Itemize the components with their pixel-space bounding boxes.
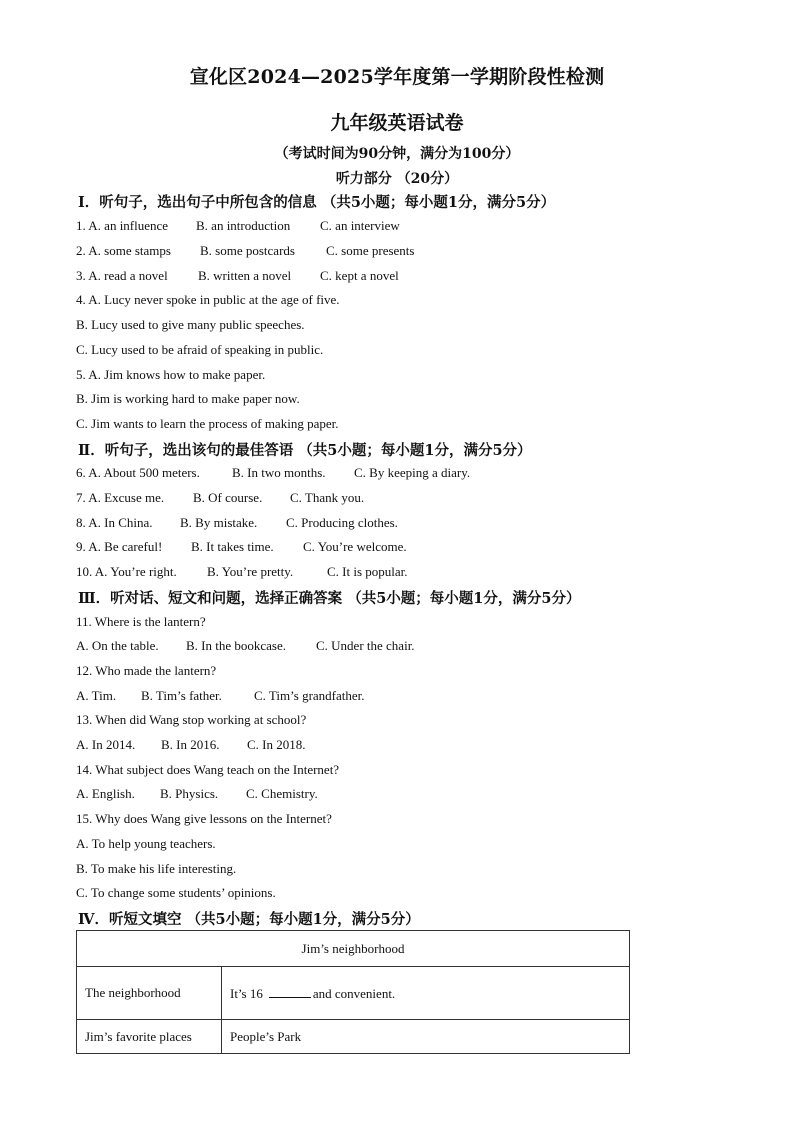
option-c: C. Chemistry. xyxy=(246,786,318,801)
question-5-option-c: C. Jim wants to learn the process of making paper. xyxy=(76,416,339,431)
question-15: 15. Why does Wang give lessons on the Internet? xyxy=(76,811,332,826)
option-c: C. In 2018. xyxy=(247,737,306,752)
row-label-favorite-places: Jim’s favorite places xyxy=(77,1020,222,1054)
option-c: C. It is popular. xyxy=(327,564,408,579)
question-8 xyxy=(76,515,398,531)
option-c: C. Producing clothes. xyxy=(286,515,398,530)
question-15-option-a: A. To help young teachers. xyxy=(76,836,216,851)
section-4-heading: Ⅳ．听短文填空 （共5小题；每小题1分，满分5分） xyxy=(78,911,420,928)
option-b: B. In 2016. xyxy=(161,737,220,752)
row-value-favorite-places: People’s Park xyxy=(222,1020,630,1054)
question-14-options xyxy=(76,786,318,802)
question-13: 13. When did Wang stop working at school? xyxy=(76,712,307,727)
option-c: C. Under the chair. xyxy=(316,638,415,653)
option-c: C. By keeping a diary. xyxy=(354,465,471,480)
option-b: B. an introduction xyxy=(196,218,291,233)
question-4-option-c: C. Lucy used to be afraid of speaking in public. xyxy=(76,342,324,357)
option-a: 10. A. You’re right. xyxy=(76,564,177,579)
option-a: 9. A. Be careful! xyxy=(76,539,163,554)
option-b: B. It takes time. xyxy=(191,539,274,554)
option-a: 6. A. About 500 meters. xyxy=(76,465,200,480)
answer-blank-16[interactable] xyxy=(269,985,311,998)
option-b: B. In the bookcase. xyxy=(186,638,287,653)
listening-part-heading: 听力部分 （20分） xyxy=(335,171,459,187)
option-b: B. In two months. xyxy=(232,465,326,480)
option-b: B. written a novel xyxy=(198,268,292,283)
question-10 xyxy=(76,564,408,580)
option-b: B. You’re pretty. xyxy=(207,564,294,579)
option-a: A. English. xyxy=(76,786,135,801)
option-c: C. You’re welcome. xyxy=(303,539,407,554)
exam-info: （考试时间为90分钟，满分为100分） xyxy=(274,146,520,162)
option-a: A. In 2014. xyxy=(76,737,136,752)
option-c: C. Thank you. xyxy=(290,490,365,505)
question-11-options xyxy=(76,638,415,654)
question-12: 12. Who made the lantern? xyxy=(76,663,217,678)
question-13-options xyxy=(76,737,306,753)
question-6 xyxy=(76,465,470,481)
option-a: 3. A. read a novel xyxy=(76,268,168,283)
option-c: C. some presents xyxy=(326,243,415,258)
question-9 xyxy=(76,539,407,555)
question-4-option-b: B. Lucy used to give many public speeches. xyxy=(76,317,305,332)
section-2-heading: Ⅱ．听句子，选出该句的最佳答语 （共5小题；每小题1分，满分5分） xyxy=(78,442,532,459)
option-c: C. kept a novel xyxy=(320,268,399,283)
option-b: B. By mistake. xyxy=(180,515,258,530)
table-title: Jim’s neighborhood xyxy=(77,931,630,967)
question-5-option-b: B. Jim is working hard to make paper now. xyxy=(76,391,300,406)
option-a: 8. A. In China. xyxy=(76,515,153,530)
cell-suffix: and convenient. xyxy=(312,985,396,1001)
question-15-option-c: C. To change some students’ opinions. xyxy=(76,885,276,900)
option-b: B. some postcards xyxy=(200,243,295,258)
question-11: 11. Where is the lantern? xyxy=(76,614,206,629)
option-b: B. Physics. xyxy=(160,786,219,801)
question-7 xyxy=(76,490,364,506)
option-a: 7. A. Excuse me. xyxy=(76,490,165,505)
row-value-neighborhood xyxy=(222,967,630,1020)
option-a: 2. A. some stamps xyxy=(76,243,171,258)
row-label-neighborhood: The neighborhood xyxy=(77,967,222,1020)
section-1-heading: Ⅰ．听句子，选出句子中所包含的信息 （共5小题；每小题1分，满分5分） xyxy=(78,194,556,211)
question-5-option-a: 5. A. Jim knows how to make paper. xyxy=(76,367,266,382)
option-c: C. an interview xyxy=(320,218,400,233)
question-2 xyxy=(76,243,414,259)
question-14: 14. What subject does Wang teach on the Internet? xyxy=(76,762,340,777)
option-c: C. Tim’s grandfather. xyxy=(254,688,365,703)
exam-title: 宣化区2024—2025学年度第一学期阶段性检测 xyxy=(189,66,605,88)
question-3 xyxy=(76,268,399,284)
notes-table xyxy=(76,930,630,1054)
question-1 xyxy=(76,218,400,234)
section-3-heading: Ⅲ．听对话、短文和问题，选择正确答案 （共5小题；每小题1分，满分5分） xyxy=(78,590,581,607)
cell-prefix: It’s 16 xyxy=(230,985,263,1001)
question-15-option-b: B. To make his life interesting. xyxy=(76,861,237,876)
question-12-options xyxy=(76,688,365,704)
question-4-option-a: 4. A. Lucy never spoke in public at the age of five. xyxy=(76,292,340,307)
option-b: B. Tim’s father. xyxy=(141,688,222,703)
option-b: B. Of course. xyxy=(193,490,263,505)
option-a: A. Tim. xyxy=(76,688,117,703)
option-a: A. On the table. xyxy=(76,638,159,653)
exam-subtitle: 九年级英语试卷 xyxy=(330,112,464,134)
option-a: 1. A. an influence xyxy=(76,218,169,233)
